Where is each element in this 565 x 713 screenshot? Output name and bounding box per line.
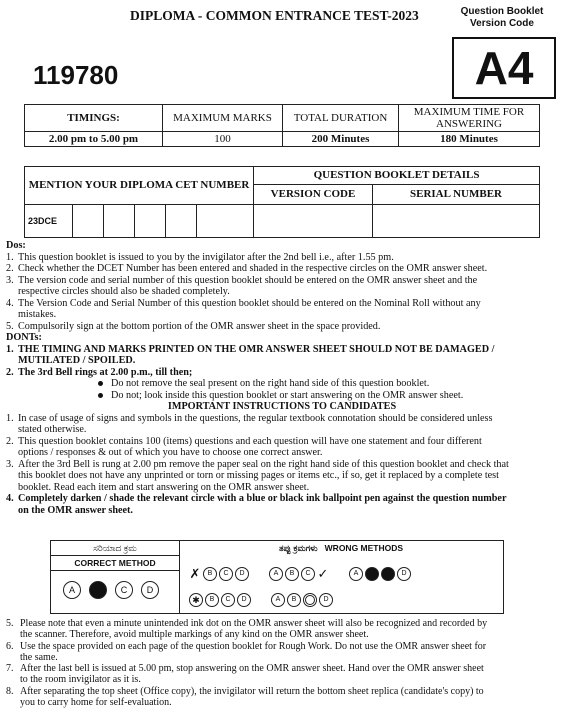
- timings-value: 2.00 pm to 5.00 pm: [25, 132, 163, 147]
- bullet-icon: [98, 381, 103, 386]
- dos-section: [6, 240, 558, 516]
- booklet-version-label: [452, 6, 552, 30]
- dos-item: 2. Check whether the DCET Number has been entered and shaded in the respective circles on the OMR answer sheet.: [6, 263, 488, 274]
- note-line: 5. Please note that even a minute unintended ink dot on the OMR answer sheet will also be recognized and recorded by: [6, 618, 488, 629]
- notes-section: [6, 618, 558, 708]
- cet-digit-box[interactable]: [135, 205, 166, 237]
- instruction-line: 3. After the 3rd Bell is rung at 2.00 pm remove the paper seal on the right hand side of this question booklet and check that: [6, 458, 509, 470]
- cet-digit-box[interactable]: [197, 205, 253, 237]
- dos-item: respective circles should also be shaded completely.: [18, 286, 230, 297]
- donts-item: 2. The 3rd Bell rings at 2.00 p.m., till then;: [6, 366, 193, 378]
- booklet-version-label-line1: Question Booklet: [460, 6, 544, 17]
- booklet-details-cell: [254, 167, 540, 205]
- mention-cet-label: MENTION YOUR DIPLOMA CET NUMBER: [25, 167, 254, 205]
- instructions-heading: IMPORTANT INSTRUCTIONS TO CANDIDATES: [167, 401, 397, 412]
- filled-bubble: [381, 567, 395, 581]
- instruction-line: 2. This question booklet contains 100 (items) questions and each question will have one statement and four different: [6, 435, 482, 447]
- exam-title: DIPLOMA - COMMON ENTRANCE TEST-2023: [130, 8, 419, 23]
- bullet-icon: [98, 393, 103, 398]
- wrong-methods-label: WRONG METHODS: [324, 543, 404, 553]
- booklet-version-label-line2: Version Code: [470, 18, 534, 29]
- cet-number-entry[interactable]: [25, 205, 254, 238]
- max-marks-value: 100: [163, 132, 283, 147]
- cet-digit-box[interactable]: [166, 205, 197, 237]
- correct-method-bubbles: [51, 571, 179, 599]
- donts-bullet: Do not; look inside this question booklet or start answering on the OMR answer sheet.: [6, 390, 558, 402]
- cet-digit-box[interactable]: [104, 205, 135, 237]
- dos-item: mistakes.: [18, 309, 57, 320]
- timing-table: [24, 104, 540, 147]
- cet-digit-box[interactable]: [73, 205, 104, 237]
- instruction-line: booklet. Read each item and start answering on the OMR answer sheet.: [18, 481, 310, 493]
- wrong-methods-kannada: ತಪ್ಪು ಕ್ರಮಗಳು: [278, 543, 318, 553]
- note-line: 6. Use the space provided on each page of the question booklet for Rough Work. Do not use the OMR answer sheet for: [6, 640, 487, 652]
- crossed-bubble-icon: ✗: [189, 566, 201, 582]
- dos-item: 5. Compulsorily sign at the bottom portion of the OMR answer sheet in the space provided.: [6, 320, 381, 332]
- timings-label: TIMINGS:: [25, 105, 163, 132]
- booklet-number: 119780: [33, 60, 119, 90]
- filled-bubble: [89, 581, 107, 599]
- total-duration-value: 200 Minutes: [283, 132, 399, 147]
- wrong-methods-heading: [179, 541, 503, 555]
- circled-bubble-icon: [303, 593, 317, 607]
- note-line: the same.: [20, 651, 58, 663]
- cet-table: [24, 166, 540, 238]
- instruction-line: 1. In case of usage of signs and symbols in the questions, the regular textbook connotation should be considered unless: [6, 412, 493, 424]
- instruction-line: 4. Completely darken / shade the relevant circle with a blue or black ink ballpoint pen against the question number: [6, 493, 507, 504]
- option-d-bubble: D: [141, 581, 159, 599]
- instruction-line-cont: on the OMR answer sheet.: [18, 504, 133, 516]
- donts-bullet: Do not remove the seal present on the right hand side of this question booklet.: [6, 378, 558, 390]
- option-a-bubble: A: [63, 581, 81, 599]
- cet-prefix: 23DCE: [25, 205, 73, 237]
- wrong-methods-panel: [179, 541, 503, 613]
- version-code-entry[interactable]: [254, 205, 373, 237]
- total-duration-label: TOTAL DURATION: [283, 105, 399, 132]
- donts-item-cont: MUTILATED / SPOILED.: [18, 355, 136, 366]
- correct-method-panel: [51, 541, 180, 613]
- dos-item: 4. The Version Code and Serial Number of this question booklet should be entered on the Nominal Roll without any: [6, 297, 481, 309]
- donts-heading: DONTs:: [6, 332, 42, 343]
- serial-number-entry[interactable]: [373, 205, 539, 237]
- wrong-methods-row1: ✗ B C D A B C ✓ A D: [179, 555, 503, 583]
- dos-item: 1. This question booklet is issued to you by the invigilator after the 2nd bell i.e., after 1.55 pm.: [6, 251, 394, 263]
- donts-item: 1. THE TIMING AND MARKS PRINTED ON THE OMR ANSWER SHEET SHOULD NOT BE DAMAGED /: [6, 343, 495, 355]
- wrong-methods-row2: ✱ B C D A B D: [179, 583, 503, 609]
- note-line: 7. After the last bell is issued at 5.00 pm, stop answering on the OMR answer sheet. Hand over the OMR answer sheet: [6, 663, 484, 675]
- max-time-label: MAXIMUM TIME FOR ANSWERING: [399, 105, 540, 132]
- star-bubble-icon: ✱: [189, 593, 203, 607]
- instruction-line: stated otherwise.: [18, 424, 87, 435]
- option-c-bubble: C: [115, 581, 133, 599]
- version-code-box: A4: [452, 37, 556, 99]
- instruction-line: options / responses & out of which you have to choose one correct answer.: [18, 447, 323, 458]
- max-marks-label: MAXIMUM MARKS: [163, 105, 283, 132]
- dos-item: 3. The version code and serial number of this question booklet should be entered on the OMR answer sheet and the: [6, 274, 478, 286]
- serial-number-label: SERIAL NUMBER: [410, 188, 502, 200]
- max-time-value: 180 Minutes: [399, 132, 540, 147]
- correct-method-kannada: ಸರಿಯಾದ ಕ್ರಮ: [93, 543, 137, 553]
- note-line: 8. After separating the top sheet (Office copy), the invigilator will return the bottom sheet replica (candidate's copy) to: [6, 685, 484, 697]
- booklet-details-label: QUESTION BOOKLET DETAILS: [254, 167, 539, 185]
- tick-bubble-icon: ✓: [317, 566, 329, 582]
- correct-method-label: CORRECT METHOD: [51, 555, 179, 571]
- instruction-line: this booklet does not have any unprinted or torn or missing pages or items etc., if so, get it replaced by a complete test: [18, 470, 499, 481]
- answer-methods-box: [50, 540, 504, 614]
- note-line: you to carry home for self-evaluation.: [20, 697, 172, 709]
- note-line: the scanner. Therefore, avoid multiple markings of any kind on the OMR answer sheet.: [20, 629, 369, 641]
- note-line: to the room invigilator as it is.: [20, 674, 141, 686]
- version-code-label: VERSION CODE: [254, 185, 373, 204]
- booklet-details-entry: [254, 205, 540, 238]
- dos-heading: Dos:: [6, 240, 26, 251]
- filled-bubble: [365, 567, 379, 581]
